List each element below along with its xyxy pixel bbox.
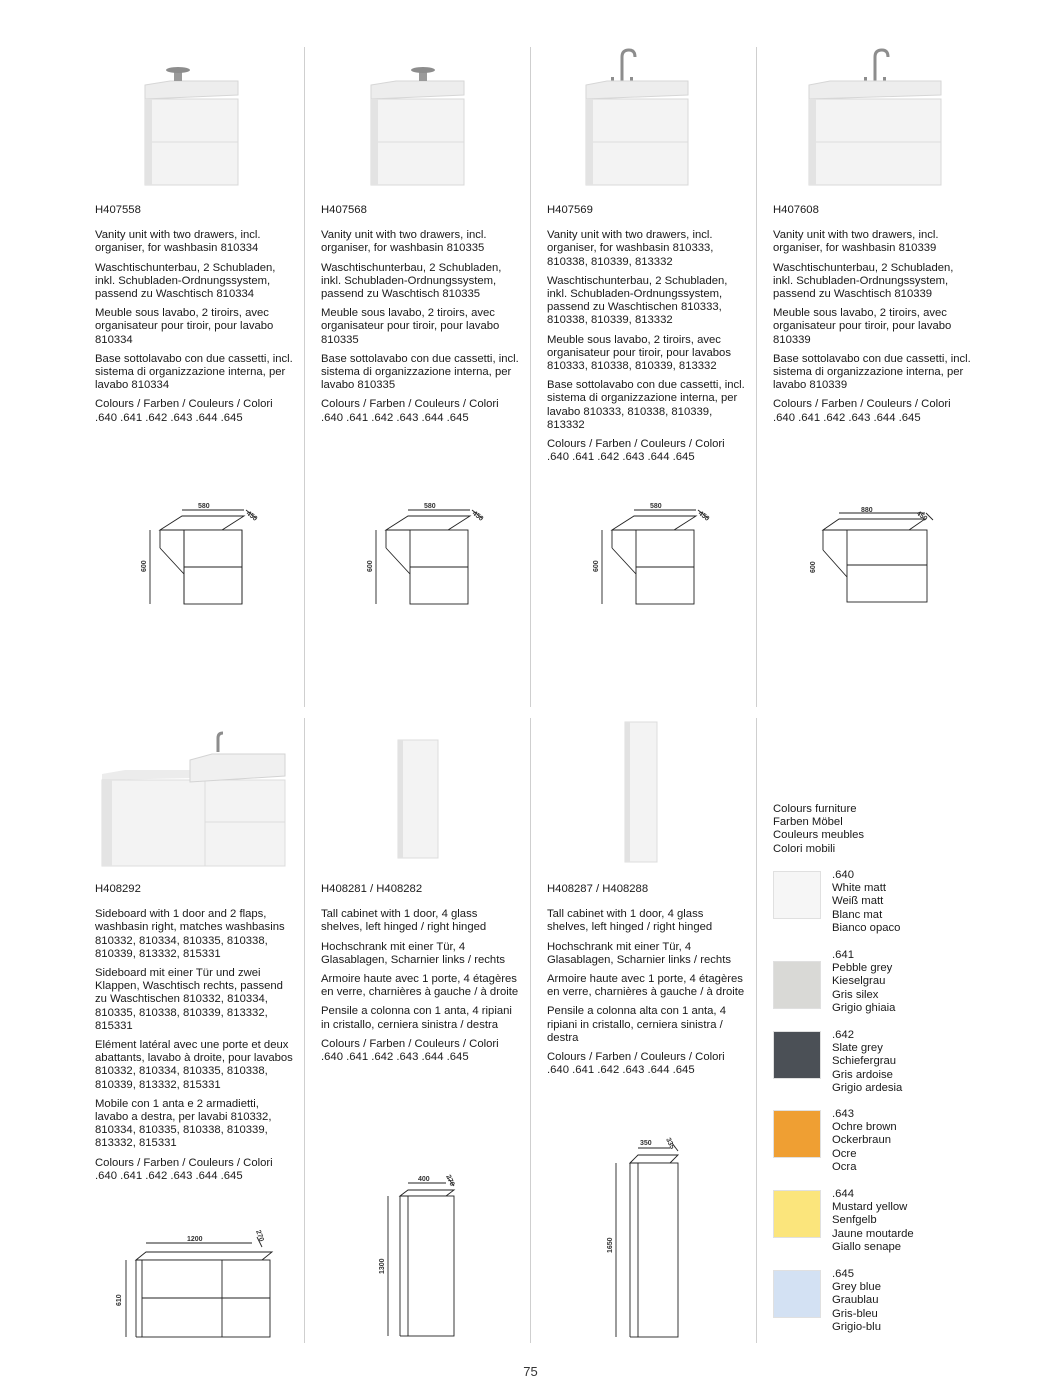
description-fr: Meuble sous lavabo, 2 tiroirs, avec organisateur pour tiroir, pour lavabo 810339 — [773, 307, 952, 346]
description-en: Vanity unit with two drawers, incl. organiser, for washbasin 810335 — [321, 229, 487, 255]
product-photo-vanity-unit — [805, 45, 945, 195]
description-fr: Meuble sous lavabo, 2 tiroirs, avec organisateur pour tiroir, pour lavabo 810334 — [95, 307, 274, 346]
colour-swatch-641 — [773, 961, 821, 1009]
swatch-name: Senfgelb — [832, 1214, 877, 1227]
colours-label: Colours / Farben / Couleurs / Colori — [95, 1156, 273, 1169]
dim-depth: 450 — [244, 510, 258, 523]
description-fr: Armoire haute avec 1 porte, 4 étagères en verre, charnières à gauche / à droite — [547, 973, 745, 999]
product-column — [321, 204, 521, 425]
dim-depth: 335 — [664, 1136, 676, 1151]
colour-swatch-642 — [773, 1031, 821, 1079]
dimension-drawing — [590, 498, 710, 613]
dim-width: 580 — [424, 503, 436, 510]
swatch-text — [832, 1188, 914, 1254]
dim-depth: 450 — [914, 510, 929, 523]
swatch-name: Schiefergrau — [832, 1055, 897, 1068]
product-code: H407568 — [321, 204, 367, 216]
colour-codes: .640 .641 .642 .643 .644 .645 — [321, 1051, 469, 1064]
product-code: H407558 — [95, 204, 141, 216]
description-fr: Elément latéral avec une porte et deux abattants, lavabo à droite, pour lavabos 810332, 810334, 810335, 810338, 810339, 813332, 815331 — [95, 1039, 293, 1091]
swatch-name: Blanc mat — [832, 908, 883, 921]
swatch-name: White matt — [832, 882, 886, 895]
dimension-drawing — [138, 498, 258, 613]
colour-codes: .640 .641 .642 .643 .644 .645 — [547, 1064, 695, 1077]
description-it: Mobile con 1 anta e 2 armadietti, lavabo a destra, per lavabi 810332, 810334, 810335, 810338, 810339, 813332, 815331 — [95, 1097, 272, 1150]
colour-codes: .640 .641 .642 .643 .644 .645 — [95, 1169, 243, 1182]
swatch-name: Ockerbraun — [832, 1134, 892, 1147]
dim-width: 350 — [640, 1140, 652, 1147]
dim-height: 1650 — [607, 1237, 614, 1253]
swatch-name: Giallo senape — [832, 1240, 902, 1253]
column-divider — [530, 47, 531, 707]
dim-height: 600 — [141, 560, 148, 572]
column-divider — [756, 718, 757, 1343]
description-fr: Armoire haute avec 1 porte, 4 étagères en verre, charnières à gauche / à droite — [321, 973, 519, 999]
description-en: Tall cabinet with 1 door, 4 glass shelves, left hinged / right hinged — [547, 908, 713, 934]
colour-codes: .640 .641 .642 .643 .644 .645 — [773, 411, 921, 424]
heading-line: Farben Möbel — [773, 816, 843, 829]
description-it: Base sottolavabo con due cassetti, incl. sistema di organizzazione interna, per lavabo 810335 — [321, 352, 519, 392]
dim-width: 400 — [418, 1176, 430, 1183]
description-en: Vanity unit with two drawers, incl. organiser, for washbasin 810333, 810338, 810339, 813332 — [547, 229, 714, 268]
description-it: Base sottolavabo con due cassetti, incl. sistema di organizzazione interna, per lavabo 810339 — [773, 352, 971, 392]
column-divider — [304, 718, 305, 1343]
description-de: Waschtischunterbau, 2 Schubladen, inkl. Schubladen-Ordnungssystem, passend zu Waschtisch 810334 — [95, 261, 276, 301]
colours-label: Colours / Farben / Couleurs / Colori — [321, 1037, 499, 1050]
swatch-name: Grey blue — [832, 1281, 881, 1294]
product-photo-tall-cabinet — [395, 738, 445, 863]
swatch-name: Gris ardoise — [832, 1068, 893, 1081]
dimension-drawing — [600, 1133, 690, 1343]
colours-label: Colours / Farben / Couleurs / Colori — [773, 398, 951, 411]
swatch-code: .645 — [832, 1268, 854, 1280]
description-fr: Meuble sous lavabo, 2 tiroirs, avec organisateur pour tiroir, pour lavabos 810333, 810338, 810339, 813332 — [547, 333, 731, 373]
description-en: Sideboard with 1 door and 2 flaps, washbasin right, matches washbasins 810332, 810334, 810335, 810338, 810339, 813332, 815331 — [95, 908, 285, 960]
swatch-text — [832, 1108, 897, 1174]
description-de: Sideboard mit einer Tür und zwei Klappen, Waschtisch rechts, passend zu Waschtischen 810332, 810334, 810335, 810338, 810339, 813332, 815331 — [95, 967, 283, 1032]
swatch-text — [832, 949, 895, 1015]
dim-height: 1300 — [379, 1258, 386, 1274]
dim-width: 580 — [650, 503, 662, 510]
dimension-drawing — [364, 498, 484, 613]
dimension-drawing — [374, 1170, 464, 1340]
description-it: Base sottolavabo con due cassetti, incl. sistema di organizzazione interna, per lavabo 810333, 810338, 810339, 813332 — [547, 379, 745, 431]
swatch-name: Ocre — [832, 1147, 857, 1160]
description-de: Waschtischunterbau, 2 Schubladen, inkl. Schubladen-Ordnungssystem, passend zu Waschtisch 810335 — [321, 261, 502, 301]
dim-depth: 270 — [444, 1173, 456, 1188]
swatch-name: Pebble grey — [832, 962, 893, 975]
colour-swatch-643 — [773, 1110, 821, 1158]
swatch-name: Grigio ghiaia — [832, 1001, 896, 1014]
colours-label: Colours / Farben / Couleurs / Colori — [547, 1051, 725, 1064]
swatch-code: .642 — [832, 1029, 854, 1041]
column-divider — [756, 47, 757, 707]
product-code: H408281 / H408282 — [321, 883, 423, 895]
swatch-name: Ocra — [832, 1160, 857, 1173]
swatch-name: Kieselgrau — [832, 975, 886, 988]
product-photo-vanity-unit — [366, 65, 466, 195]
dim-height: 600 — [593, 560, 600, 572]
colour-codes: .640 .641 .642 .643 .644 .645 — [321, 411, 469, 424]
colour-swatch-644 — [773, 1190, 821, 1238]
description-it: Base sottolavabo con due cassetti, incl. sistema di organizzazione interna, per lavabo 810334 — [95, 352, 293, 392]
colour-codes: .640 .641 .642 .643 .644 .645 — [547, 451, 695, 464]
swatch-code: .643 — [832, 1108, 854, 1120]
swatch-name: Weiß matt — [832, 895, 884, 908]
swatch-code: .644 — [832, 1188, 854, 1200]
description-de: Hochschrank mit einer Tür, 4 Glasablagen, Scharnier links / rechts — [321, 940, 505, 966]
product-column — [547, 204, 747, 464]
dim-depth: 450 — [470, 510, 484, 523]
colour-swatch-640 — [773, 871, 821, 919]
colours-label: Colours / Farben / Couleurs / Colori — [95, 398, 273, 411]
product-code: H407569 — [547, 204, 593, 216]
swatch-name: Gris silex — [832, 988, 879, 1001]
page-number: 75 — [523, 1364, 538, 1379]
colour-swatch-645 — [773, 1270, 821, 1318]
heading-line: Colori mobili — [773, 842, 836, 855]
swatch-name: Slate grey — [832, 1042, 883, 1055]
dim-depth: 450 — [696, 510, 710, 523]
product-photo-vanity-unit — [582, 45, 692, 195]
dim-height: 600 — [810, 561, 817, 573]
swatch-code: .640 — [832, 869, 854, 881]
dim-width: 580 — [198, 503, 210, 510]
swatch-name: Jaune moutarde — [832, 1227, 914, 1240]
dim-width: 880 — [861, 507, 873, 514]
description-en: Tall cabinet with 1 door, 4 glass shelves, left hinged / right hinged — [321, 908, 487, 934]
description-de: Waschtischunterbau, 2 Schubladen, inkl. Schubladen-Ordnungssystem, passend zu Waschtischen 810333, 810338, 810339, 813332 — [547, 274, 728, 327]
swatch-text — [832, 1268, 881, 1334]
colours-label: Colours / Farben / Couleurs / Colori — [547, 438, 725, 451]
product-column — [95, 883, 295, 1183]
swatch-name: Ochre brown — [832, 1121, 897, 1134]
swatch-name: Grigio ardesia — [832, 1081, 903, 1094]
column-divider — [304, 47, 305, 707]
product-code: H408292 — [95, 883, 141, 895]
swatch-name: Grigio-blu — [832, 1320, 881, 1333]
dimension-drawing — [805, 505, 935, 610]
product-column — [95, 204, 295, 425]
swatch-text — [832, 869, 900, 935]
description-en: Vanity unit with two drawers, incl. organiser, for washbasin 810339 — [773, 229, 939, 255]
description-de: Waschtischunterbau, 2 Schubladen, inkl. Schubladen-Ordnungssystem, passend zu Waschtisch 810339 — [773, 261, 954, 301]
description-it: Pensile a colonna con 1 anta, 4 ripiani in cristallo, cerniera sinistra / destra — [321, 1005, 512, 1031]
heading-line: Couleurs meubles — [773, 829, 865, 842]
colours-label: Colours / Farben / Couleurs / Colori — [321, 398, 499, 411]
swatch-code: .641 — [832, 949, 854, 961]
dim-width: 1200 — [187, 1236, 203, 1243]
swatch-name: Mustard yellow — [832, 1201, 908, 1214]
product-photo-tall-cabinet — [622, 720, 662, 865]
colour-codes: .640 .641 .642 .643 .644 .645 — [95, 411, 243, 424]
swatch-name: Graublau — [832, 1294, 879, 1307]
description-en: Vanity unit with two drawers, incl. organiser, for washbasin 810334 — [95, 229, 261, 255]
product-column — [321, 883, 521, 1064]
colours-furniture-heading — [773, 803, 864, 856]
product-code: H408287 / H408288 — [547, 883, 649, 895]
dim-height: 610 — [116, 1294, 123, 1306]
product-photo-sideboard — [100, 730, 290, 870]
heading-line: Colours furniture — [773, 803, 857, 815]
swatch-name: Gris-bleu — [832, 1307, 878, 1320]
dimension-drawing — [112, 1225, 277, 1345]
dim-height: 600 — [367, 560, 374, 572]
swatch-name: Bianco opaco — [832, 921, 901, 934]
column-divider — [530, 718, 531, 1343]
product-column — [773, 204, 973, 425]
dim-depth: 270 — [254, 1229, 265, 1243]
description-de: Hochschrank mit einer Tür, 4 Glasablagen, Scharnier links / rechts — [547, 940, 731, 966]
product-code: H407608 — [773, 204, 819, 216]
product-photo-vanity-unit — [140, 65, 240, 195]
description-it: Pensile a colonna alta con 1 anta, 4 ripiani in cristallo, cerniera sinistra / destra — [547, 1005, 726, 1044]
description-fr: Meuble sous lavabo, 2 tiroirs, avec organisateur pour tiroir, pour lavabo 810335 — [321, 307, 500, 346]
swatch-text — [832, 1029, 902, 1095]
product-column — [547, 883, 747, 1077]
